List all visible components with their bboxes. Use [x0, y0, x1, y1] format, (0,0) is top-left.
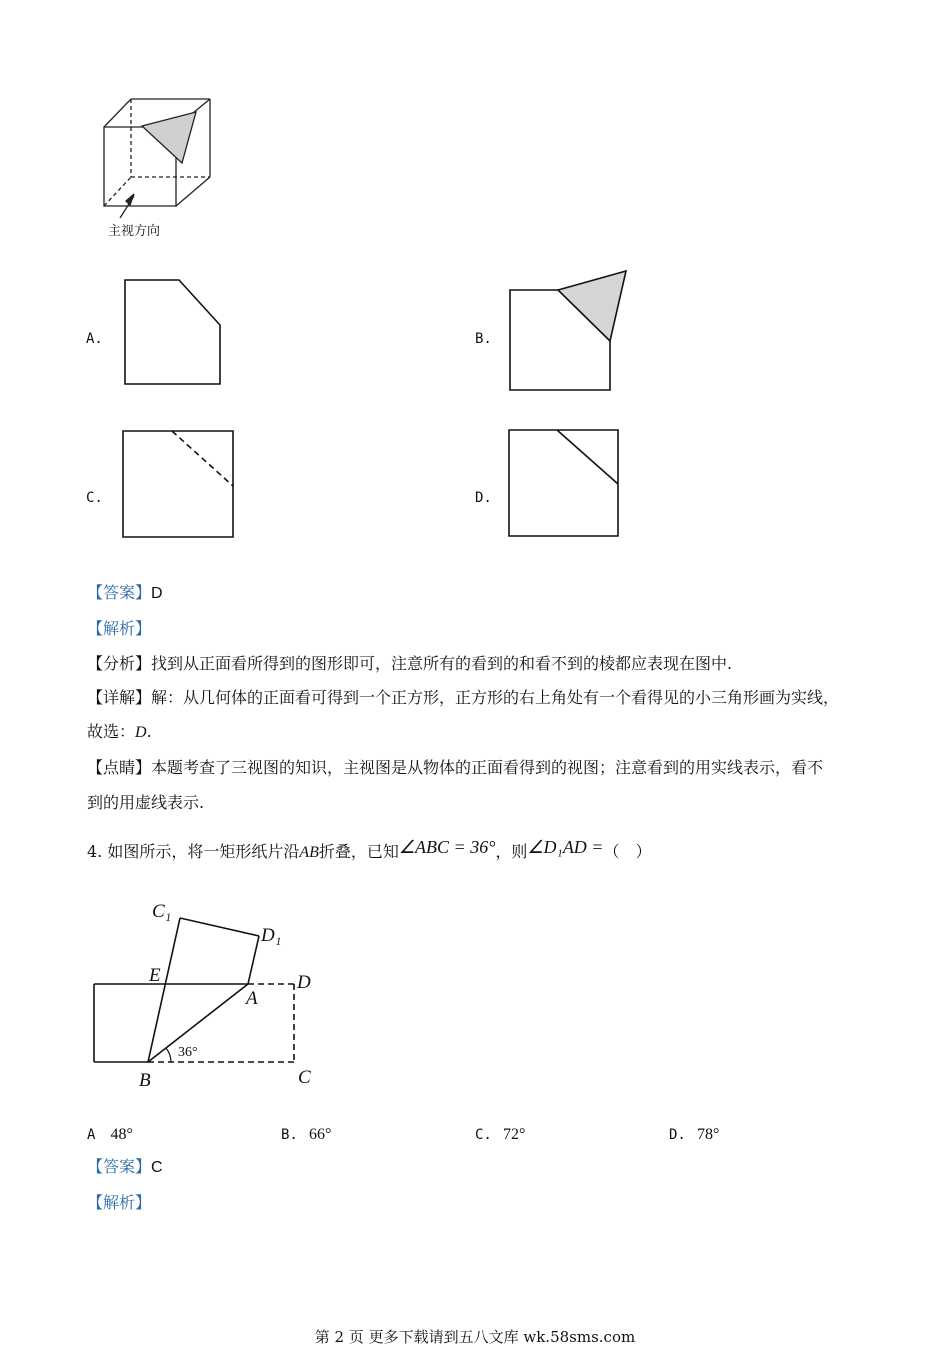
detail-suffix: .	[146, 722, 152, 741]
answer-tag: 【答案】	[87, 583, 152, 602]
choice-c	[475, 1124, 525, 1144]
page-footer: 第 2 页 更多下载请到五八文库 wk.58sms.com	[314, 1328, 636, 1346]
label-c1: C₁	[152, 901, 172, 922]
figure-caption: 主视方向	[108, 224, 161, 239]
option-c-label: C.	[86, 490, 103, 506]
detail-math: D	[135, 724, 147, 741]
choice-b-label: B.	[281, 1127, 298, 1143]
label-d1: D₁	[261, 925, 282, 946]
comment-tag: 【点睛】	[87, 758, 152, 777]
label-b: B	[139, 1070, 151, 1091]
answer-tag-q4: 【答案】	[87, 1157, 152, 1176]
detail-prefix: 故选：	[87, 722, 136, 741]
q4-comma: ，则	[495, 842, 528, 861]
analysis-tag-q4: 【解析】	[87, 1193, 152, 1212]
label-d: D	[297, 972, 311, 993]
q4-angle-d1ad: ∠D₁AD =	[527, 837, 604, 857]
choice-c-label: C.	[475, 1127, 492, 1143]
q4-angle-abc: ∠ABC = 36°	[398, 837, 496, 857]
option-b-label: B.	[475, 331, 492, 347]
q4-blank: （ ）	[603, 842, 652, 861]
choice-b	[281, 1124, 331, 1144]
choice-d-value: 78°	[696, 1126, 720, 1143]
detail-text-1: 解：从几何体的正面看可得到一个正方形，正方形的右上角处有一个看得见的小三角形画为实线，	[151, 688, 840, 707]
option-a-label: A.	[86, 331, 103, 347]
q4-mid: 折叠，已知	[318, 842, 399, 861]
label-e: E	[149, 965, 161, 986]
analysis-tag: 【分析】	[87, 654, 152, 673]
label-a: A	[246, 988, 258, 1009]
q4-ab: AB	[299, 844, 319, 861]
label-angle: 36°	[178, 1045, 198, 1060]
choice-d	[669, 1124, 719, 1144]
label-c: C	[298, 1067, 311, 1088]
comment-text-2: 到的用虚线表示.	[87, 793, 205, 812]
choice-b-value: 66°	[308, 1126, 332, 1143]
analysis-tag-q3: 【解析】	[87, 619, 152, 638]
answer-value: D	[151, 585, 163, 602]
answer-line-q4	[87, 1159, 163, 1176]
option-d-label: D.	[475, 490, 492, 506]
choice-c-value: 72°	[502, 1126, 526, 1143]
analysis-text: 找到从正面看所得到的图形即可，注意所有的看到的和看不到的棱都应表现在图中.	[151, 654, 733, 673]
detail-tag: 【详解】	[87, 688, 152, 707]
answer-value-q4: C	[151, 1159, 163, 1176]
choice-a-value: 48°	[110, 1126, 133, 1143]
q4-prefix: 4. 如图所示，将一矩形纸片沿	[87, 842, 300, 861]
comment-text-1: 本题考查了三视图的知识，主视图是从物体的正面看得到的视图；注意看到的用实线表示，看不	[151, 758, 824, 777]
choice-a-label: A	[87, 1127, 96, 1143]
choice-a	[87, 1124, 133, 1144]
choice-d-label: D.	[669, 1127, 686, 1143]
